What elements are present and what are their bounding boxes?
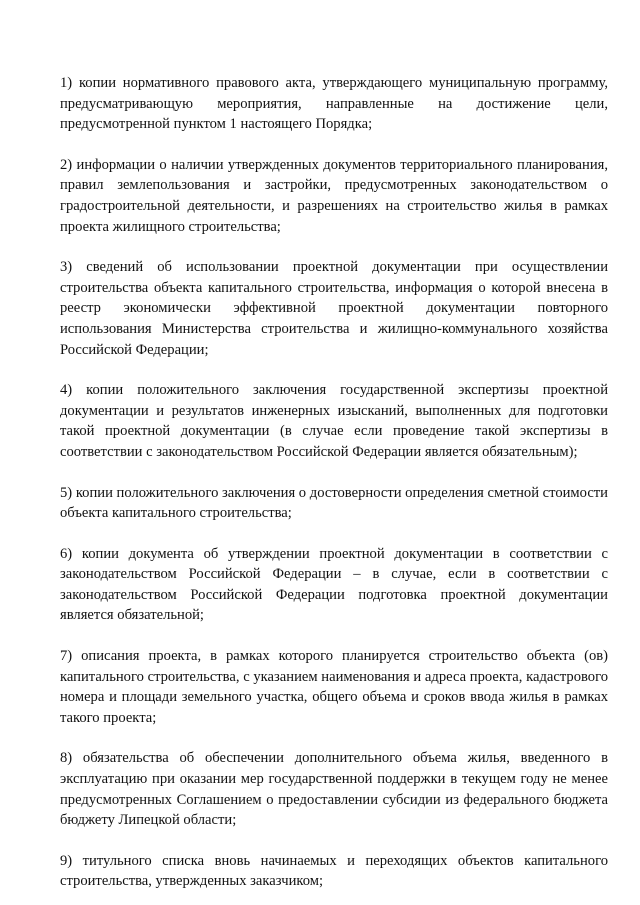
paragraph-item-8: 8) обязательства об обеспечении дополнительного объема жилья, введенного в эксплуатацию при оказании мер государственной поддержки в текущем году не менее предусмотренных Соглашением о предоставлении субсидии из федерального бюджета бюджету Липецкой области; [60, 750, 608, 829]
paragraph-item-3: 3) сведений об использовании проектной документации при осуществлении строительства объекта капитального строительства, информация о которой внесена в реестр экономически эффективной проектной документации повторного использования Министерства строительства и жилищно-коммунального хозяйства Российской Федерации; [60, 259, 608, 358]
paragraph-item-2: 2) информации о наличии утвержденных документов территориального планирования, правил землепользования и застройки, предусмотренных законодательством о градостроительной деятельности, и разрешениях на строительство жилья в рамках проекта жилищного строительства; [60, 156, 608, 235]
paragraph-item-5: 5) копии положительного заключения о достоверности определения сметной стоимости объекта капитального строительства; [60, 484, 608, 522]
paragraph-item-6: 6) копии документа об утверждении проектной документации в соответствии с законодательством Российской Федерации – в случае, если в соответствии с законодательством Российской Федерации подготовка проектной документации является обязательной; [60, 545, 608, 624]
paragraph-item-7: 7) описания проекта, в рамках которого планируется строительство объекта (ов) капитального строительства, с указанием наименования и адреса проекта, кадастрового номера и площади земельного участка, общего объема и сроков ввода жилья в рамках такого проекта; [60, 648, 608, 726]
paragraph-item-9: 9) титульного списка вновь начинаемых и переходящих объектов капитального строительства, утвержденных заказчиком; [60, 852, 608, 890]
document-page [60, 73, 608, 892]
paragraph-item-1: 1) копии нормативного правового акта, утверждающего муниципальную программу, предусматривающую мероприятия, направленные на достижение цели, предусмотренной пунктом 1 настоящего Порядка; [60, 75, 608, 133]
paragraph-item-4: 4) копии положительного заключения государственной экспертизы проектной документации и результатов инженерных изысканий, выполненных для подготовки такой проектной документации (в случае если проведение такой экспертизы в соответствии с законодательством Российской Федерации является обязательным); [60, 382, 608, 460]
